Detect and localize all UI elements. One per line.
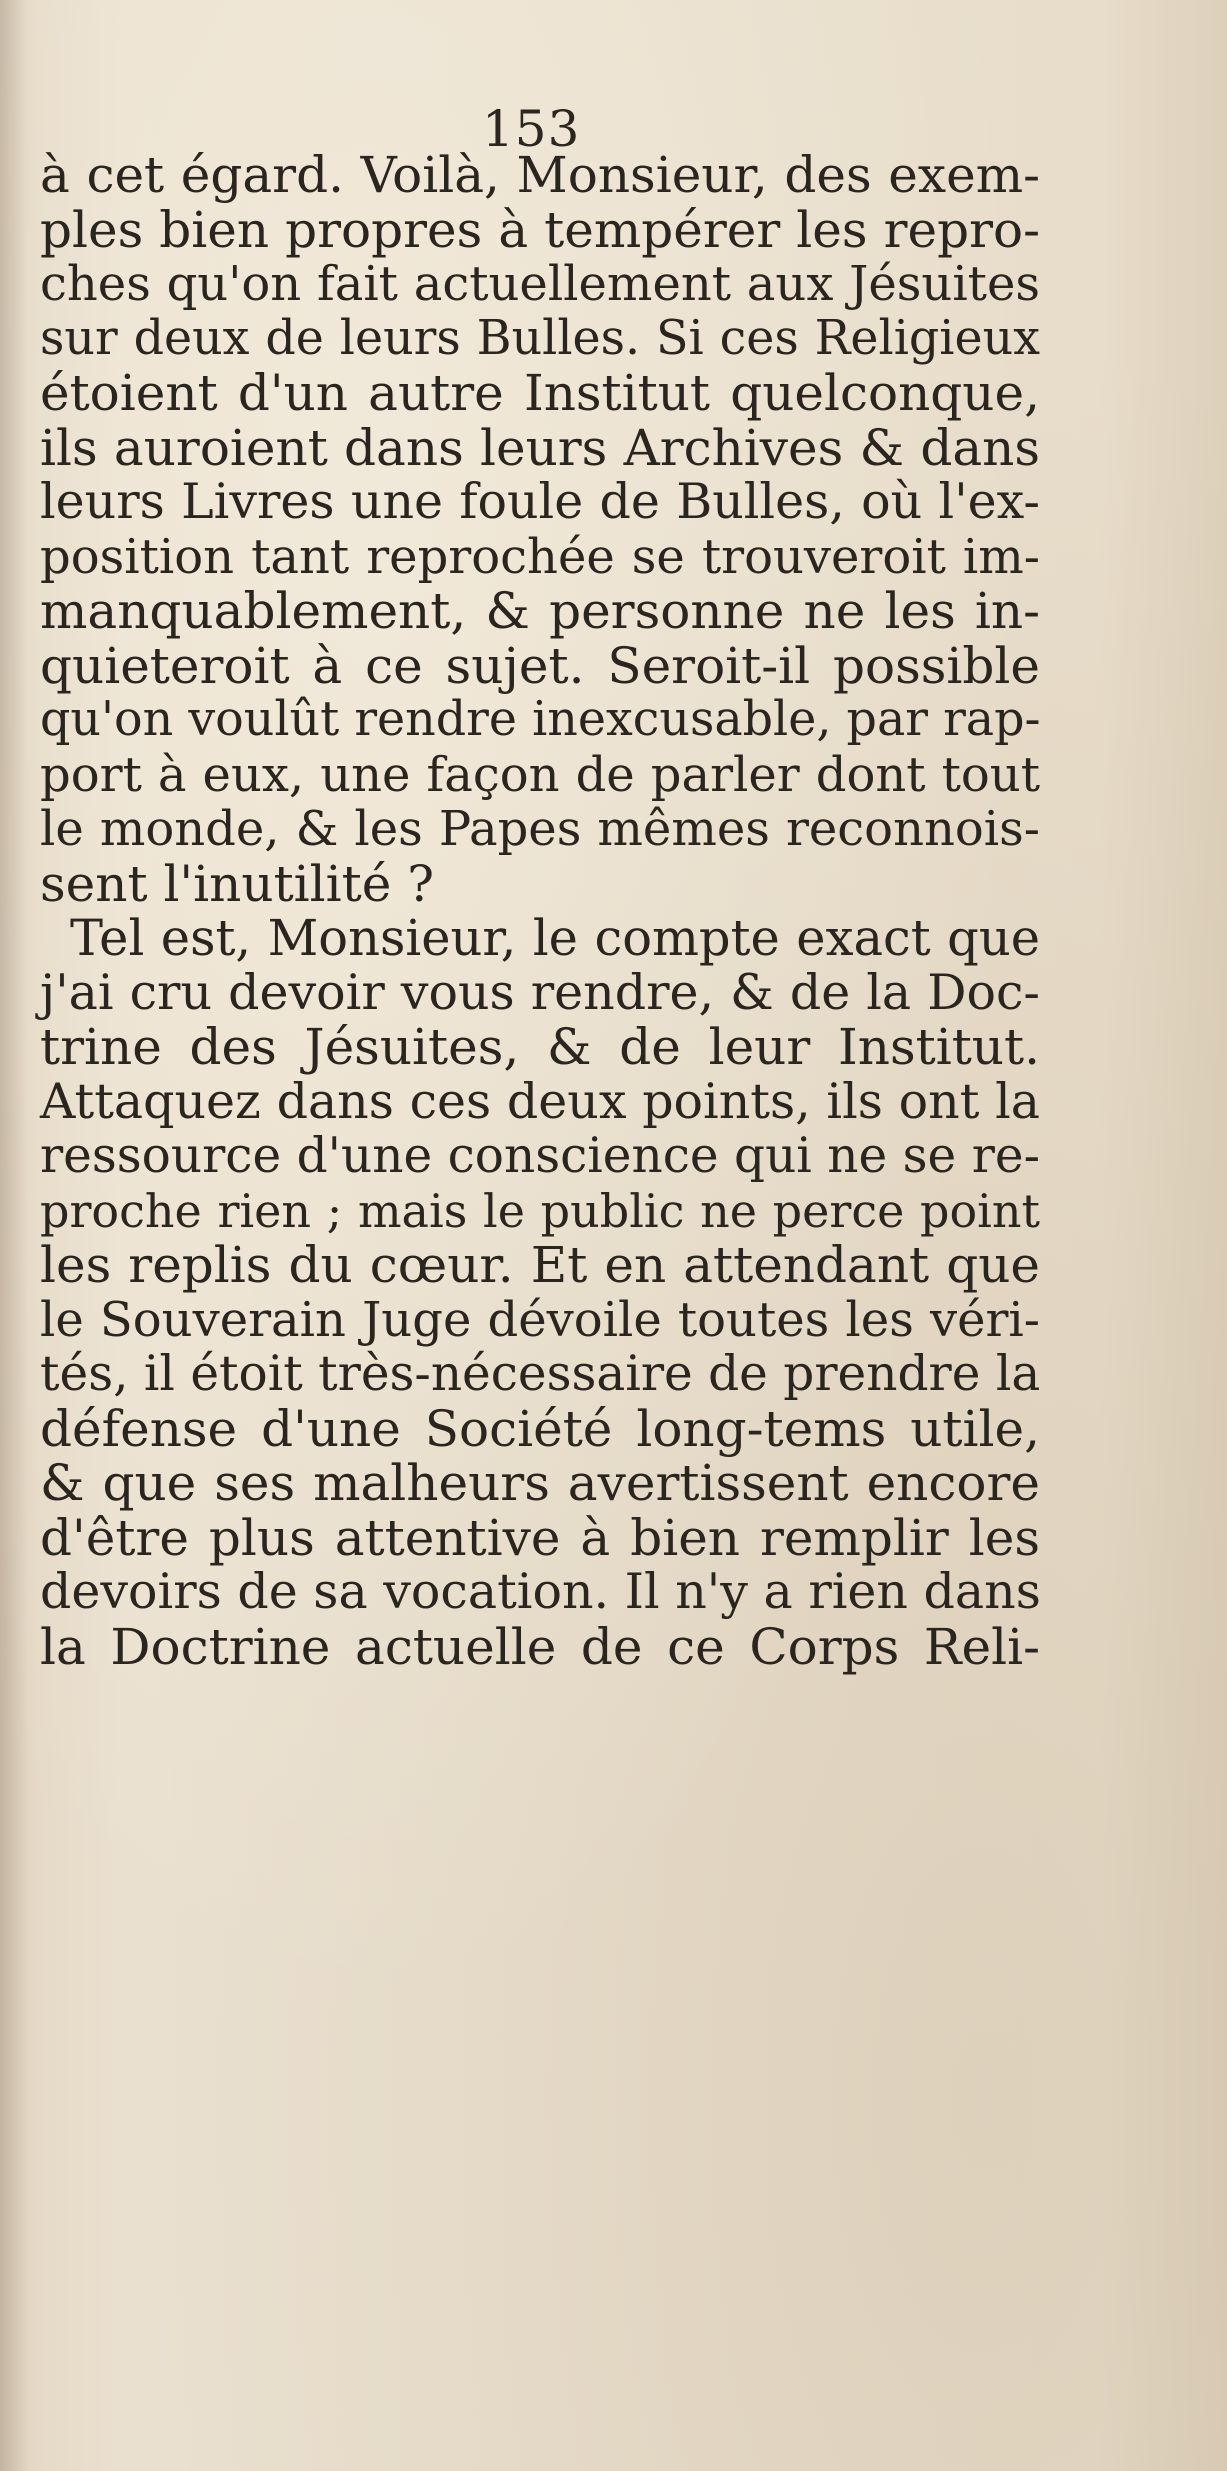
text-line: tés, il étoit très-nécessaire de prendre la — [40, 1346, 1041, 1402]
page-number: 153 — [482, 100, 581, 158]
text-line: proche rien ; mais le public ne perce point — [40, 1183, 1040, 1238]
text-line: les replis du cœur. Et en attendant que — [40, 1236, 1040, 1294]
gutter-shadow — [0, 0, 28, 2471]
text-line: ples bien propres à tempérer les repro- — [40, 200, 1040, 259]
text-line: ches qu'on fait actuellement aux Jésuites — [40, 256, 1040, 312]
text-line: port à eux, une façon de parler dont tout — [40, 746, 1040, 803]
text-line: à cet égard. Voilà, Monsieur, des exem- — [40, 146, 1040, 204]
text-line: étoient d'un autre Institut quelconque, — [40, 364, 1040, 422]
text-line: Attaquez dans ces deux points, ils ont la — [40, 1072, 1040, 1130]
text-line: la Doctrine actuelle de ce Corps Reli- — [40, 1617, 1040, 1676]
text-line: qu'on voulût rendre inexcusable, par rap- — [40, 692, 1041, 747]
text-line: défense d'une Société long-tems utile, — [40, 1399, 1040, 1458]
text-line: position tant reprochée se trouveroit im- — [40, 528, 1040, 585]
text-line: devoirs de sa vocation. Il n'y a rien dans — [40, 1563, 1041, 1620]
text-line: trine des Jésuites, & de leur Institut. — [40, 1018, 1040, 1076]
text-line: & que ses malheurs avertissent encore — [40, 1454, 1040, 1512]
text-line: le Souverain Juge dévoile toutes les véri- — [40, 1291, 1040, 1348]
text-line: le monde, & les Papes mêmes reconnois- — [40, 801, 1040, 857]
body-text — [40, 148, 1040, 1674]
text-line: quieteroit à ce sujet. Seroit-il possible — [40, 636, 1040, 695]
text-line: leurs Livres une foule de Bulles, où l'ex- — [40, 473, 1040, 530]
text-line: j'ai cru devoir vous rendre, & de la Doc- — [40, 963, 1040, 1021]
text-line: ils auroient dans leurs Archives & dans — [40, 418, 1040, 477]
text-line: ressource d'une conscience qui ne se re- — [40, 1128, 1040, 1184]
text-line: d'être plus attentive à bien remplir les — [40, 1508, 1040, 1567]
text-line: sent l'inutilité ? — [40, 854, 435, 913]
text-line: sur deux de leurs Bulles. Si ces Religieux — [40, 310, 1040, 366]
paragraph-start-line: Tel est, Monsieur, le compte exact que — [70, 909, 1040, 967]
text-line: manquablement, & personne ne les in- — [40, 582, 1040, 640]
